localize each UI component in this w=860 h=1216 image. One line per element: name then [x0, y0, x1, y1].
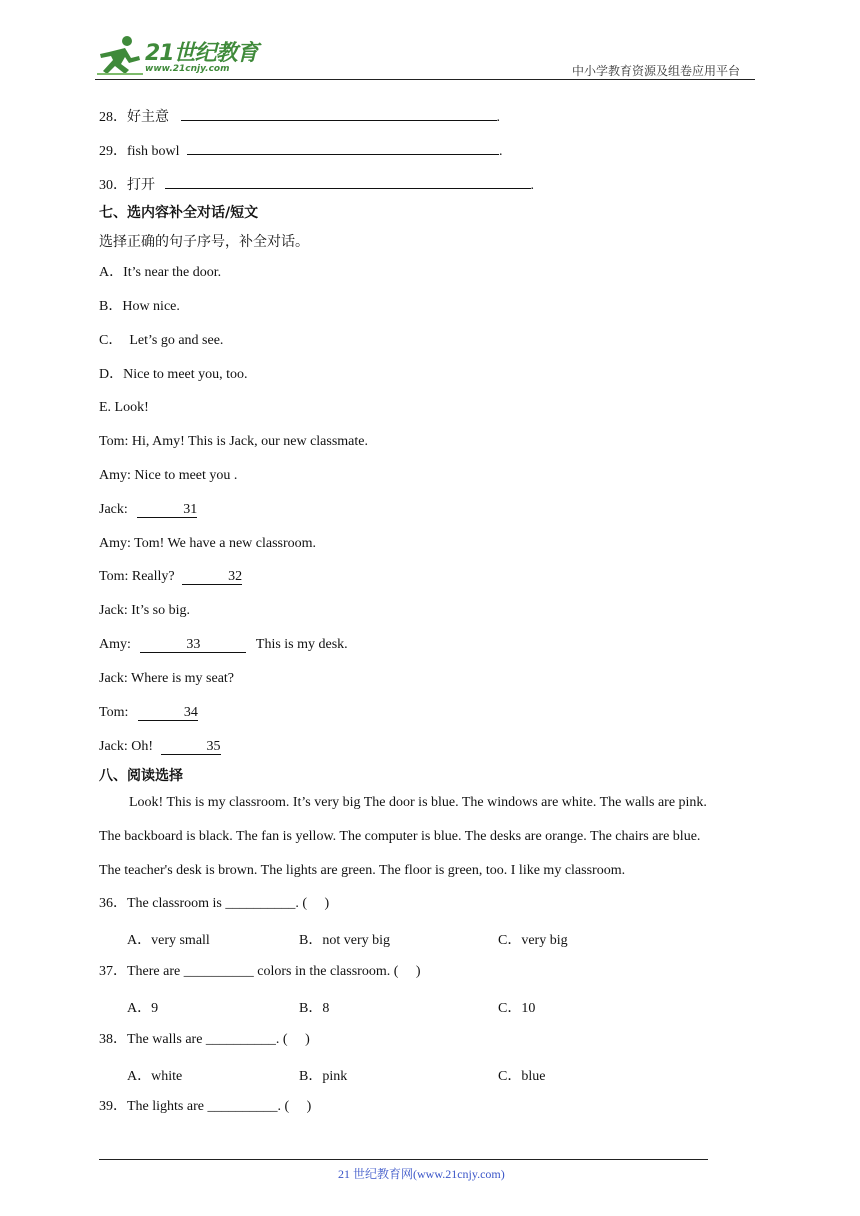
- dialog-line: Amy: Tom! We have a new classroom.: [99, 536, 317, 551]
- footer-text[interactable]: 21 世纪教育网(www.21cnjy.com): [338, 1167, 505, 1181]
- question-36: 36．The classroom is __________. ( ): [99, 896, 330, 911]
- option-38-a[interactable]: A．white: [127, 1069, 183, 1084]
- vocab-word: 打开: [127, 177, 155, 193]
- option-36-c[interactable]: C．very big: [498, 933, 568, 948]
- passage-line: The backboard is black. The fan is yellow. The computer is blue. The desks are orange. The chairs are blue.: [99, 829, 701, 844]
- header-rule: [95, 79, 755, 80]
- dialog-line: Tom: 34: [99, 705, 198, 720]
- logo-url: www.21cnjy.com: [145, 64, 230, 74]
- option-37-a[interactable]: A．9: [127, 1001, 159, 1016]
- runner-logo-icon: [95, 34, 145, 78]
- logo-title: 21世纪教育: [145, 41, 258, 66]
- option-37-b[interactable]: B．8: [299, 1001, 330, 1016]
- vocab-number: 28．: [99, 110, 127, 125]
- choice-a: A．It’s near the door.: [99, 265, 222, 280]
- choice-d: D．Nice to meet you, too.: [99, 367, 248, 382]
- question-38: 38．The walls are __________. ( ): [99, 1032, 310, 1047]
- option-38-b[interactable]: B．pink: [299, 1069, 348, 1084]
- blank-31[interactable]: 31: [137, 502, 197, 518]
- dialog-line: Amy: 33 This is my desk.: [99, 637, 348, 652]
- dialog-line: Amy: Nice to meet you .: [99, 468, 238, 483]
- passage-line: The teacher's desk is brown. The lights are green. The floor is green, too. I like my classroom.: [99, 863, 626, 878]
- section-7-title: 七、选内容补全对话/短文: [99, 205, 259, 221]
- vocab-28: 28．好主意 .: [99, 106, 500, 127]
- vocab-word: 好主意: [127, 109, 169, 125]
- choice-c: C． Let’s go and see.: [99, 333, 224, 348]
- dialog-line: Tom: Really? 32: [99, 569, 243, 584]
- vocab-word: fish bowl: [127, 144, 180, 159]
- site-name: 中小学教育资源及组卷应用平台: [572, 64, 741, 78]
- dialog-line: Jack: Oh! 35: [99, 739, 221, 754]
- vocab-number: 30．: [99, 178, 127, 193]
- section-8-title: 八、阅读选择: [99, 768, 183, 784]
- dialog-line: Jack: 31: [99, 502, 198, 517]
- choice-e: E. Look!: [99, 400, 149, 415]
- vocab-number: 29．: [99, 144, 127, 159]
- answer-line[interactable]: [181, 106, 497, 121]
- dialog-line: Jack: It’s so big.: [99, 603, 190, 618]
- blank-32[interactable]: 32: [182, 569, 242, 585]
- option-36-a[interactable]: A．very small: [127, 933, 210, 948]
- answer-line[interactable]: [165, 174, 531, 189]
- vocab-29: 29．fish bowl .: [99, 140, 503, 161]
- option-38-c[interactable]: C．blue: [498, 1069, 546, 1084]
- option-36-b[interactable]: B．not very big: [299, 933, 390, 948]
- header-logo: [95, 34, 260, 78]
- blank-34[interactable]: 34: [138, 705, 198, 721]
- section-7-instruction: 选择正确的句子序号，补全对话。: [99, 234, 309, 250]
- blank-35[interactable]: 35: [161, 739, 221, 755]
- question-39: 39．The lights are __________. ( ): [99, 1099, 312, 1114]
- dialog-line: Jack: Where is my seat?: [99, 671, 235, 686]
- question-37: 37．There are __________ colors in the classroom. ( ): [99, 964, 421, 979]
- choice-b: B．How nice.: [99, 299, 180, 314]
- option-37-c[interactable]: C．10: [498, 1001, 536, 1016]
- dialog-line: Tom: Hi, Amy! This is Jack, our new classmate.: [99, 434, 369, 449]
- answer-line[interactable]: [187, 140, 499, 155]
- vocab-30: 30．打开 .: [99, 174, 534, 195]
- blank-33[interactable]: 33: [140, 637, 246, 653]
- footer-rule: [99, 1159, 708, 1160]
- passage-line: Look! This is my classroom. It’s very big The door is blue. The windows are white. The walls are pink.: [129, 795, 707, 810]
